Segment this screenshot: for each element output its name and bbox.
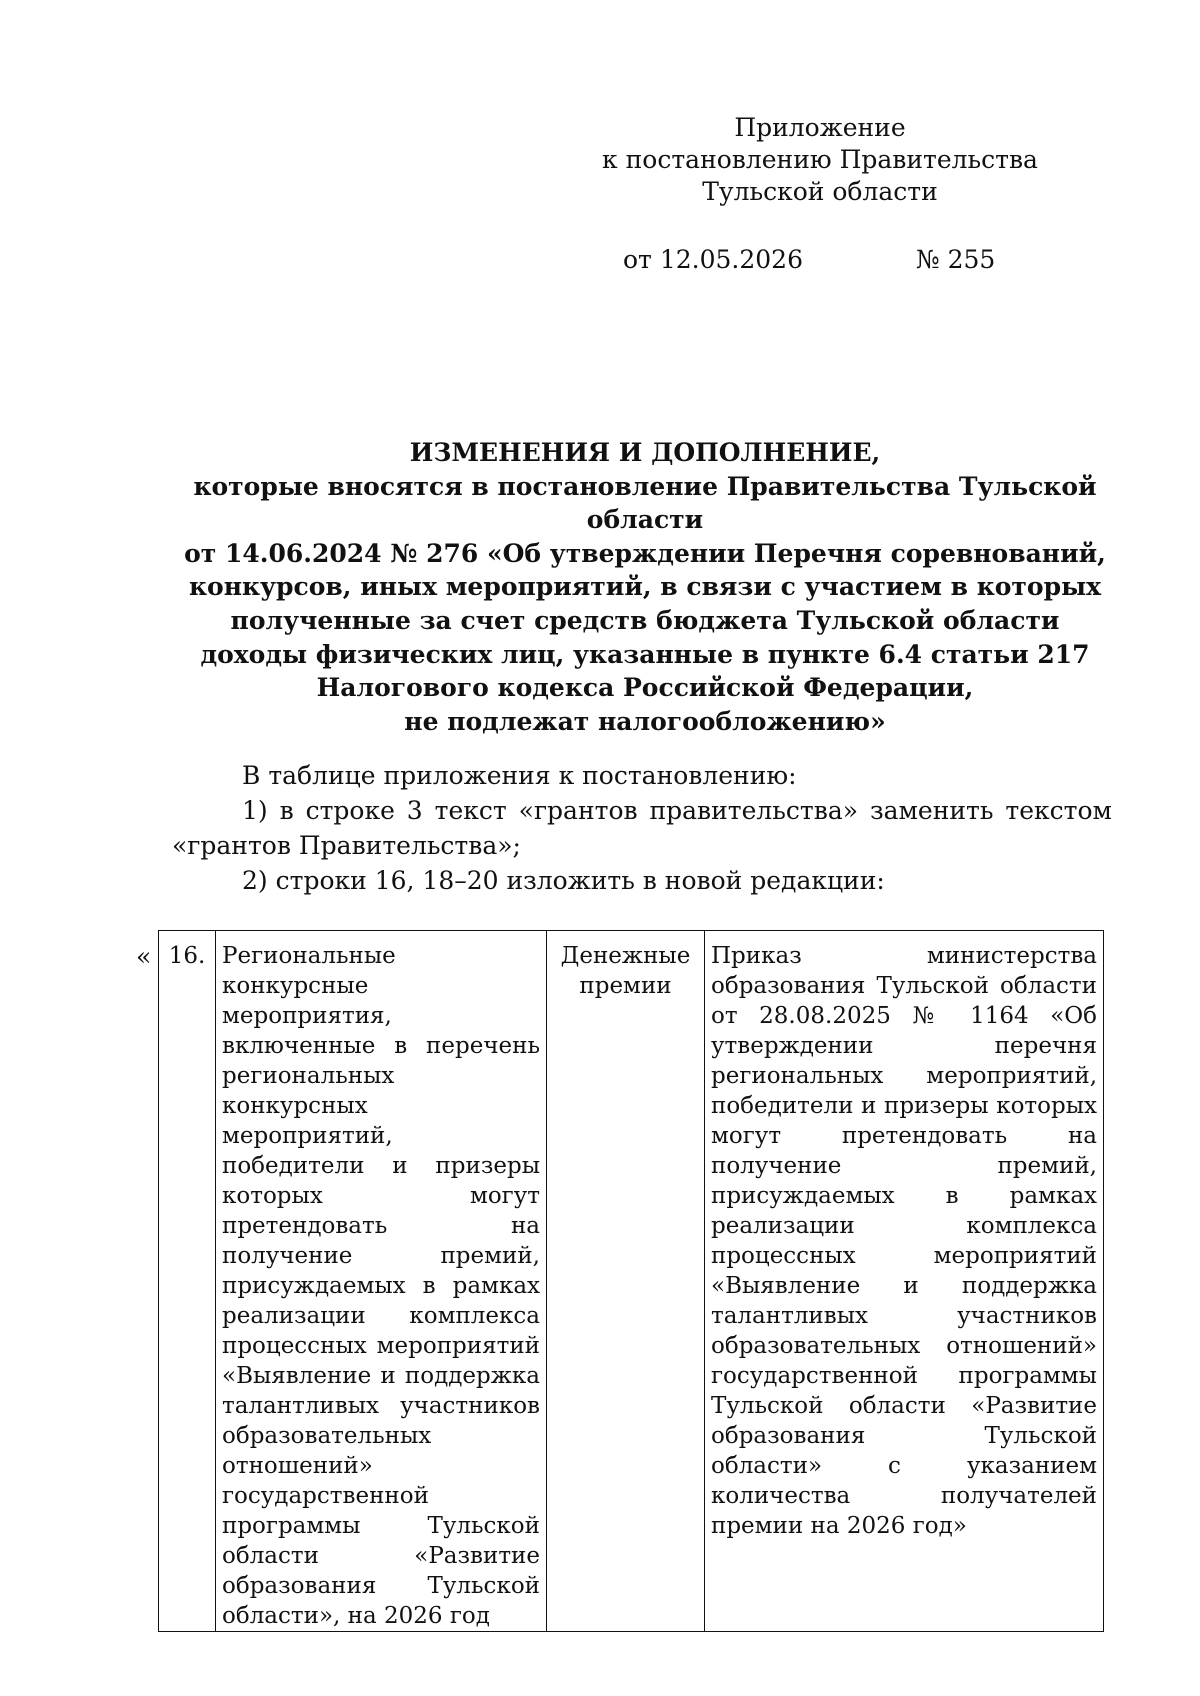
table-row (159, 931, 1104, 1632)
changes-table (158, 930, 1104, 1632)
appendix-reference: к постановлению Правительства (602, 145, 1038, 174)
appendix-header (560, 112, 1080, 208)
appendix-region: Тульской области (702, 177, 938, 206)
title-line: ИЗМЕНЕНИЯ И ДОПОЛНЕНИЕ, (409, 438, 881, 467)
title-line: доходы физических лиц, указанные в пункте 6.4 статьи 217 (200, 639, 1090, 669)
row-number: 16. (159, 931, 216, 1632)
title-line: не подлежат налогообложению» (404, 706, 886, 736)
title-line: которые вносятся в постановление Правительства Тульской области (193, 471, 1097, 535)
body-paragraph: 2) строки 16, 18–20 изложить в новой редакции: (242, 866, 885, 895)
appendix-label: Приложение (734, 113, 906, 142)
body-text (172, 758, 1112, 898)
decree-date: от 12.05.2026 (623, 245, 803, 274)
opening-quote: « (136, 942, 152, 971)
document-title (150, 436, 1140, 738)
row-income-type: Денежные премии (547, 931, 705, 1632)
title-line: Налогового кодекса Российской Федерации, (316, 673, 974, 703)
row-event-name: Региональные конкурсные мероприятия, включенные в перечень региональных конкурсных мероприятий, победители и призеры которых могут претендовать на получение премий, присуждаемых в рамках реализации комплекса процессных мероприятий «Выявление и поддержка талантливых участников образовательных отношений» государственной программы Тульской области «Развитие образования Тульской области», на 2026 год (216, 931, 547, 1632)
title-line: полученные за счет средств бюджета Тульской области (230, 605, 1060, 635)
decree-date-number (623, 244, 1033, 278)
row-legal-document: Приказ министерства образования Тульской области от 28.08.2025 № 1164 «Об утверждении перечня региональных мероприятий, победители и призеры которых могут претендовать на получение премий, присуждаемых в рамках реализации комплекса процессных мероприятий «Выявление и поддержка талантливых участников образовательных отношений» государственной программы Тульской области «Развитие образования Тульской области» с указанием количества получателей премии на 2026 год» (705, 931, 1104, 1632)
title-line: конкурсов, иных мероприятий, в связи с участием в которых (188, 572, 1102, 602)
body-paragraph: 1) в строке 3 текст «грантов правительства» заменить текстом «грантов Правительства»; (172, 796, 1112, 860)
body-paragraph: В таблице приложения к постановлению: (242, 761, 797, 790)
decree-number: № 255 (916, 245, 996, 274)
title-line: от 14.06.2024 № 276 «Об утверждении Перечня соревнований, (184, 538, 1106, 568)
